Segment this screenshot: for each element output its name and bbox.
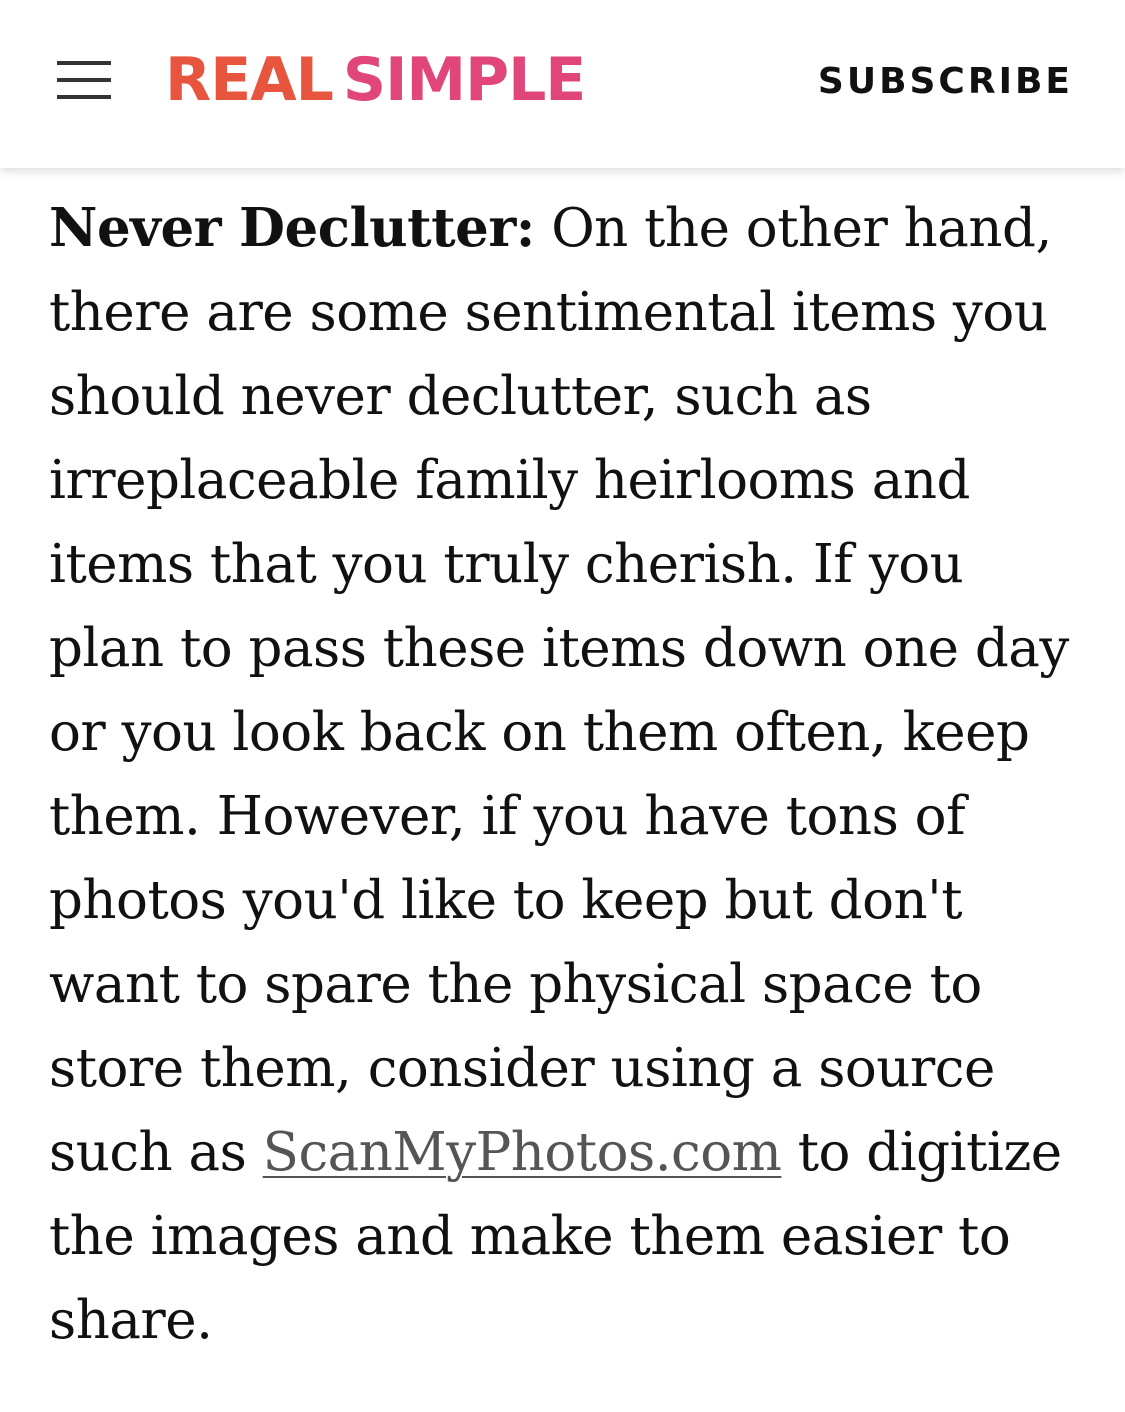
subscribe-button[interactable]: SUBSCRIBE — [817, 61, 1073, 102]
logo-real: REAL — [165, 45, 333, 115]
paragraph-text-before-link: On the other hand, there are some sentimental items you should never declutter, such as irreplaceable family heirlooms and items that you truly cherish. If you plan to pass these items down one day or you look back on them often, keep them. However, if you have tons of photos you'd like to keep but don't want to spare the physical space to store them, consider using a source such as — [49, 198, 1069, 1183]
menu-line — [57, 78, 111, 82]
hamburger-menu-icon[interactable] — [50, 55, 118, 105]
real-simple-logo[interactable] — [165, 38, 585, 122]
site-header — [0, 0, 1125, 168]
article-body — [49, 186, 1089, 1363]
article-paragraph — [49, 186, 1089, 1363]
logo-simple: SIMPLE — [342, 45, 586, 115]
menu-line — [57, 61, 111, 65]
menu-line — [57, 95, 111, 99]
paragraph-text-after-link: to digitize the images and make them easier to share. — [49, 1122, 1062, 1351]
lead-label: Never Declutter: — [49, 197, 535, 259]
scanmyphotos-link[interactable]: ScanMyPhotos.com — [262, 1122, 782, 1183]
